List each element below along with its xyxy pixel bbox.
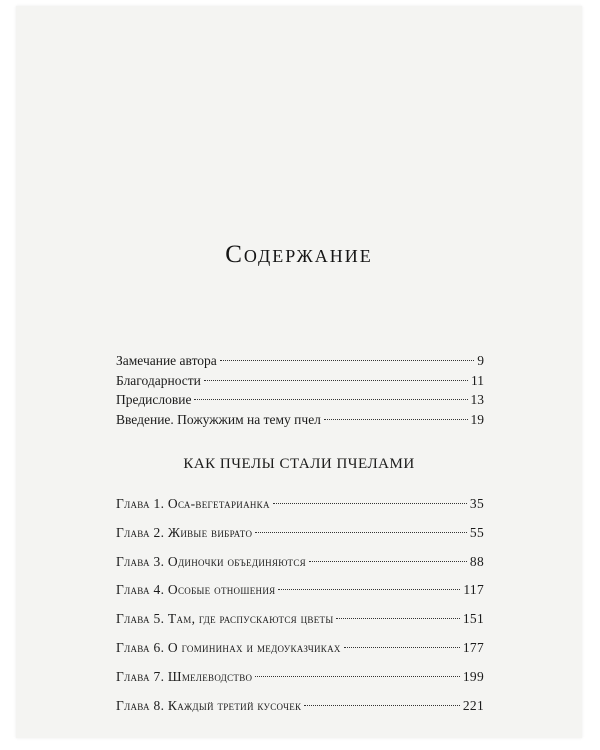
part-heading: КАК ПЧЕЛЫ СТАЛИ ПЧЕЛАМИ xyxy=(183,456,415,472)
toc-entry-page: 221 xyxy=(462,697,484,713)
toc-entry-label: Введение. Пожужжим на тему пчел xyxy=(116,411,321,427)
toc-entry-label: Глава 7. Шмелеводство xyxy=(116,668,253,684)
toc-entry-label: Глава 8. Каждый третий кусочек xyxy=(116,697,302,713)
toc-entry-page: 11 xyxy=(471,372,484,388)
dot-leader xyxy=(278,589,460,590)
toc-chapter-entry[interactable] xyxy=(116,519,484,548)
toc-entry-page: 13 xyxy=(470,392,484,408)
toc-entry[interactable] xyxy=(116,351,484,371)
toc-entry-page: 9 xyxy=(477,353,484,368)
toc-entry-label: Замечание автора xyxy=(116,353,217,368)
toc-entry-page: 177 xyxy=(462,639,484,655)
toc-entry-label: Глава 2. Живые вибрато xyxy=(116,524,253,540)
dot-leader xyxy=(336,618,459,619)
toc-entry-label: Предисловие xyxy=(116,392,192,408)
toc-chapter-entry[interactable] xyxy=(116,692,484,721)
toc-entry-label: Глава 1. Оса-вегетарианка xyxy=(116,496,270,511)
book-page xyxy=(16,6,582,738)
dot-leader xyxy=(204,380,468,381)
dot-leader xyxy=(255,532,467,533)
toc-entry[interactable] xyxy=(116,371,484,391)
toc-chapter-entry[interactable] xyxy=(116,576,484,605)
toc-entry-label: Глава 3. Одиночки объединяются xyxy=(116,553,306,569)
toc-entry[interactable] xyxy=(116,390,484,410)
dot-leader xyxy=(324,419,468,420)
toc-entry-page: 88 xyxy=(469,553,484,569)
toc-entry-page: 19 xyxy=(470,411,484,427)
toc-entry-label: Глава 4. Особые отношения xyxy=(116,582,276,598)
toc-chapter-entry[interactable] xyxy=(116,663,484,692)
toc-chapters xyxy=(116,490,484,720)
toc-front-matter xyxy=(116,351,484,429)
toc-chapter-entry[interactable] xyxy=(116,605,484,634)
toc-chapter-entry[interactable] xyxy=(116,634,484,663)
dot-leader xyxy=(273,503,467,504)
toc-entry-page: 55 xyxy=(469,524,484,540)
toc-entry-page: 117 xyxy=(463,582,484,598)
toc-entry-label: Благодарности xyxy=(116,372,201,388)
dot-leader xyxy=(220,360,474,361)
toc-entry-label: Глава 6. О гомининах и медоуказчиках xyxy=(116,639,341,655)
dot-leader xyxy=(309,561,467,562)
toc-entry-label: Глава 5. Там, где распускаются цветы xyxy=(116,611,334,627)
dot-leader xyxy=(344,647,460,648)
dot-leader xyxy=(255,676,460,677)
toc-entry[interactable] xyxy=(116,410,484,430)
page-title: Содержание xyxy=(225,241,373,268)
toc-chapter-entry[interactable] xyxy=(116,548,484,577)
toc-entry-page: 199 xyxy=(462,668,484,684)
toc-entry-page: 35 xyxy=(469,496,484,511)
dot-leader xyxy=(194,399,467,400)
toc-chapter-entry[interactable] xyxy=(116,490,484,519)
dot-leader xyxy=(304,705,460,706)
toc-entry-page: 151 xyxy=(462,611,484,627)
